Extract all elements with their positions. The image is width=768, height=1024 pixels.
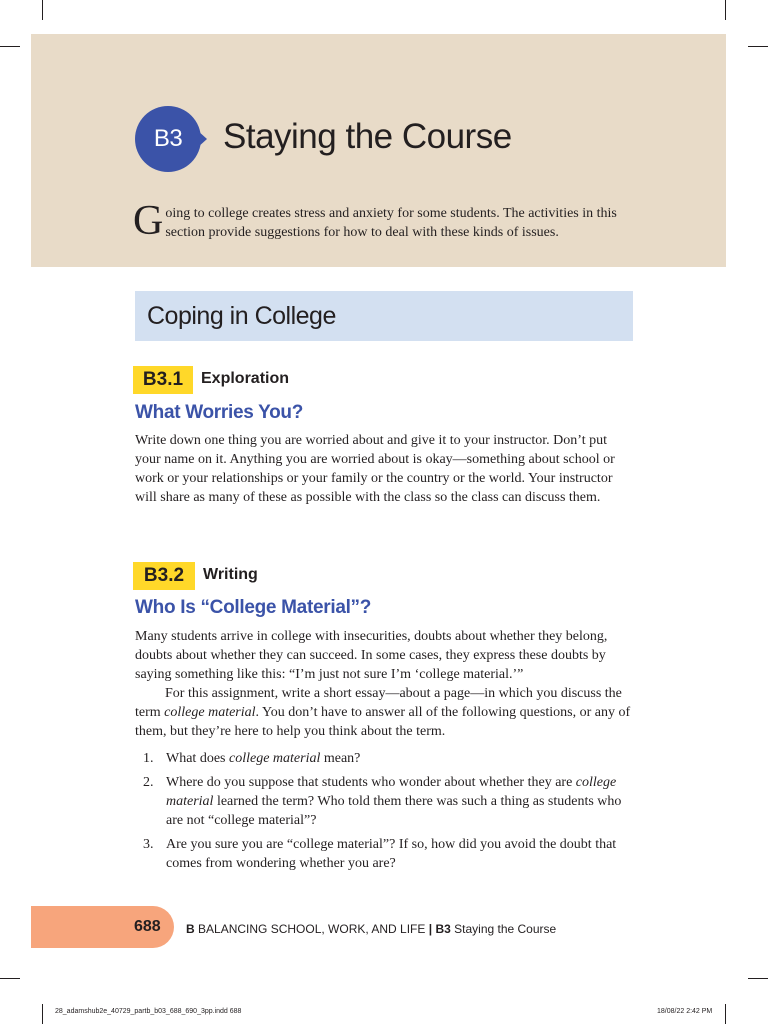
slug-file: 28_adamshub2e_40729_partb_b03_688_690_3pp.indd 688 [55, 1008, 242, 1015]
badge-arrow-icon [197, 130, 207, 148]
list-number: 3. [143, 837, 154, 852]
intro-text: oing to college creates stress and anxiety for some students. The activities in this section provide suggestions for how to deal with these kinds of issues. [165, 206, 617, 240]
crop-mark [42, 0, 43, 20]
list-text: learned the term? Who told them there was such a thing as students who are not “college material”? [166, 794, 622, 828]
footer-separator: | [428, 922, 433, 936]
paragraph: Many students arrive in college with insecurities, doubts about whether they belong, doubts about whether they can succeed. In some cases, they express these doubts by saying something like this: “I’m just not sure I’m ‘college material.’” [135, 629, 608, 682]
paragraph [135, 684, 635, 741]
activity-body [135, 627, 635, 741]
emphasis: college material [164, 705, 256, 720]
list-text: What does [166, 751, 229, 766]
list-number: 1. [143, 751, 154, 766]
part-title: BALANCING SCHOOL, WORK, AND LIFE [198, 922, 426, 936]
crop-mark [42, 1004, 43, 1024]
paragraph: Write down one thing you are worried about and give it to your instructor. Don’t put your name on it. Anything you are worried about is okay—something about school or work or your relationships or your family or the country or the world. Your instructor will share as many of these as possible with the class so the class can discuss them. [135, 433, 615, 505]
chapter-badge [135, 106, 207, 178]
page-number: 688 [134, 918, 161, 935]
section-banner [135, 291, 633, 341]
list-text: Are you sure you are “college material”? If so, how did you avoid the doubt that comes from wondering whether you are? [166, 837, 617, 871]
activity-type: Writing [203, 566, 258, 583]
crop-mark [725, 0, 726, 20]
list-item [135, 773, 635, 830]
crop-mark [748, 46, 768, 47]
crop-mark [0, 978, 20, 979]
paragraph-text: . You don’t have to answer all of the following questions, or any of them, but they’re here to help you think about the term. [135, 705, 631, 739]
list-text: Where do you suppose that students who wonder about whether they are [166, 775, 576, 790]
chapter-title: Staying the Course [223, 117, 512, 156]
crop-mark [0, 46, 20, 47]
activity-tag: B3.1 [133, 366, 193, 394]
part-letter: B [186, 922, 195, 936]
activity-type: Exploration [201, 370, 290, 387]
paragraph-text: For this assignment, write a short essay—about a page—in which you discuss the term [135, 686, 622, 720]
activity-heading: Who Is “College Material”? [135, 597, 372, 618]
running-footer [186, 922, 556, 936]
chapter-badge-label: B3 [135, 106, 201, 172]
crop-mark [748, 978, 768, 979]
list-number: 2. [143, 775, 154, 790]
activity-tag: B3.2 [133, 562, 195, 590]
section-title: Coping in College [147, 302, 336, 330]
drop-cap: G [133, 198, 164, 244]
list-item [135, 835, 635, 873]
list-text: mean? [320, 751, 361, 766]
activity-body [135, 431, 635, 507]
crop-mark [725, 1004, 726, 1024]
chapter-intro [133, 198, 653, 244]
footer-chapter-title: Staying the Course [454, 922, 557, 936]
activity-heading: What Worries You? [135, 402, 304, 423]
emphasis: college material [228, 751, 321, 766]
slug-datetime: 18/08/22 2:42 PM [657, 1008, 713, 1015]
emphasis: college material [166, 775, 617, 809]
list-item [135, 749, 635, 768]
footer-chapter-badge: B3 [435, 922, 451, 936]
question-list [135, 749, 635, 878]
